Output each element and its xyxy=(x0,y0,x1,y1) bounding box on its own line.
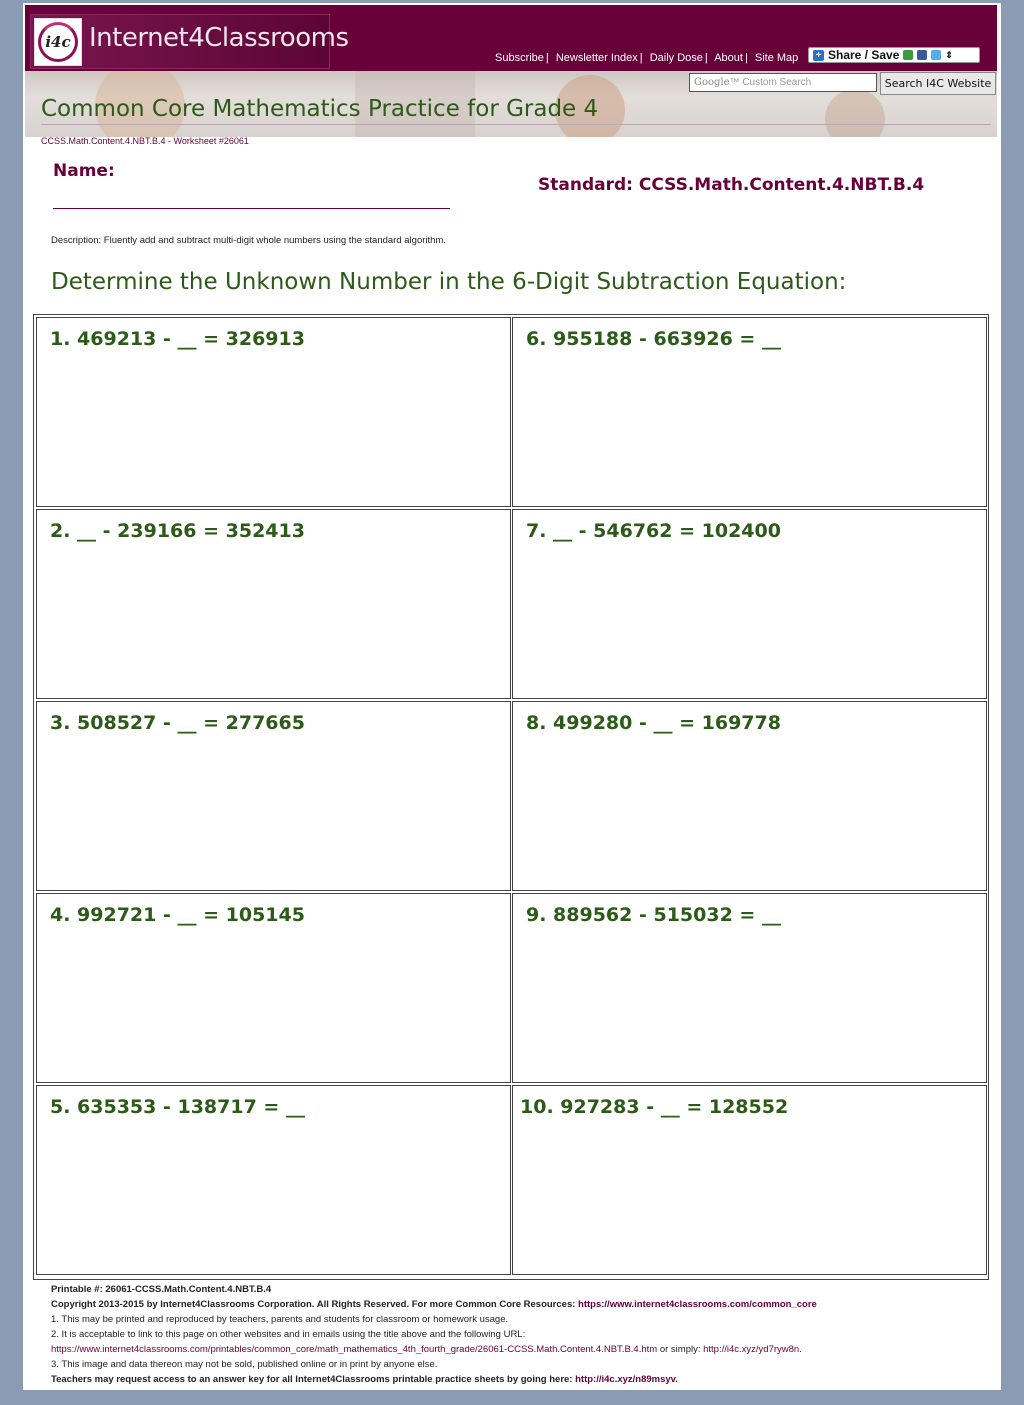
problem-cell xyxy=(36,1085,511,1275)
google-logo: Google xyxy=(694,77,730,88)
logo-text: Internet4Classrooms xyxy=(89,23,349,53)
name-label: Name: xyxy=(53,161,115,181)
facebook-icon xyxy=(917,50,927,60)
search-placeholder: Custom Search xyxy=(742,77,812,88)
logo-badge xyxy=(34,18,82,66)
problem-text: 4. 992721 - __ = 105145 xyxy=(50,904,305,926)
teachers-text: Teachers may request access to an answer key for all Internet4Classrooms printable practice sheets by going here: xyxy=(51,1374,573,1385)
problem-cell xyxy=(36,893,511,1083)
note-1: 1. This may be printed and reproduced by teachers, parents and students for classroom or homework usage. xyxy=(51,1314,509,1325)
problem-text: 6. 955188 - 663926 = __ xyxy=(526,328,781,350)
note-3: 3. This image and data thereon may not be sold, published online or in print by anyone else. xyxy=(51,1359,438,1370)
nav-newsletter-index[interactable]: Newsletter Index xyxy=(555,52,638,64)
nav-site-map[interactable]: Site Map xyxy=(754,52,799,64)
problem-text: 3. 508527 - __ = 277665 xyxy=(50,712,305,734)
problem-text: 9. 889562 - 515032 = __ xyxy=(526,904,781,926)
worksheet-heading: Determine the Unknown Number in the 6-Digit Subtraction Equation: xyxy=(51,269,847,295)
share-save-button[interactable] xyxy=(808,47,980,63)
worksheet-page xyxy=(23,3,1001,1390)
twitter-icon xyxy=(931,50,941,60)
answer-link-end: . xyxy=(675,1374,678,1385)
problem-text: 7. __ - 546762 = 102400 xyxy=(526,520,781,542)
title-divider xyxy=(41,124,991,125)
answer-key-link[interactable]: http://i4c.xyz/n89msyv xyxy=(575,1374,676,1385)
site-logo[interactable] xyxy=(30,14,349,69)
page-title: Common Core Mathematics Practice for Grade 4 xyxy=(41,96,599,122)
note-2: 2. It is acceptable to link to this page on other websites and in emails using the title above and the following URL: xyxy=(51,1329,526,1340)
share-email-icon xyxy=(903,50,913,60)
chevron-updown-icon: ⇕ xyxy=(945,49,953,60)
nav-about[interactable]: About xyxy=(714,52,743,64)
top-nav: Subscribe | Newsletter Index | Daily Dose | About | Site Map xyxy=(495,52,799,64)
problem-cell xyxy=(512,509,987,699)
standard-label: Standard: CCSS.Math.Content.4.NBT.B.4 xyxy=(538,175,925,195)
problem-cell xyxy=(512,1085,987,1275)
common-core-link[interactable]: https://www.internet4classrooms.com/common_core xyxy=(578,1299,817,1310)
url-end: . xyxy=(799,1344,802,1355)
problem-text: 10. 927283 - __ = 128552 xyxy=(520,1096,789,1118)
or-simply-text: or simply: xyxy=(657,1344,704,1355)
share-label: Share / Save xyxy=(828,48,900,62)
copyright-text: Copyright 2013-2015 by Internet4Classrooms Corporation. All Rights Reserved. For more Common Core Resources: xyxy=(51,1299,576,1310)
problem-cell xyxy=(36,317,511,507)
logo-icon: i4c xyxy=(38,22,78,62)
search-input[interactable]: Google™ Custom Search xyxy=(689,73,877,92)
problem-text: 2. __ - 239166 = 352413 xyxy=(50,520,305,542)
copyright-line xyxy=(51,1297,991,1312)
worksheet-reference: CCSS.Math.Content.4.NBT.B.4 - Worksheet #26061 xyxy=(41,136,249,146)
problem-cell xyxy=(512,893,987,1083)
share-plus-icon: + xyxy=(813,50,824,61)
url-line xyxy=(51,1342,991,1357)
problem-text: 1. 469213 - __ = 326913 xyxy=(50,328,305,350)
printable-number: Printable #: 26061-CCSS.Math.Content.4.NBT.B.4 xyxy=(51,1284,272,1295)
problem-cell xyxy=(36,701,511,891)
problem-cell xyxy=(512,701,987,891)
description: Description: Fluently add and subtract multi-digit whole numbers using the standard algorithm. xyxy=(51,235,446,246)
problem-text: 5. 635353 - 138717 = __ xyxy=(50,1096,305,1118)
site-header xyxy=(25,5,997,71)
short-url-link[interactable]: http://i4c.xyz/yd7ryw8n xyxy=(703,1344,800,1355)
nav-daily-dose[interactable]: Daily Dose xyxy=(649,52,703,64)
problem-cell xyxy=(512,317,987,507)
problem-text: 8. 499280 - __ = 169778 xyxy=(526,712,781,734)
problem-grid xyxy=(33,314,989,1280)
problem-cell xyxy=(36,509,511,699)
nav-subscribe[interactable]: Subscribe xyxy=(495,52,544,64)
teachers-line xyxy=(51,1372,991,1387)
name-line xyxy=(53,208,450,209)
footer xyxy=(51,1282,991,1387)
search-button[interactable]: Search I4C Website xyxy=(880,72,996,95)
worksheet-url-link[interactable]: https://www.internet4classrooms.com/printables/common_core/math_mathematics_4th_fourth_grade/26061-CCSS.Math.Content.4.NBT.B.4.htm xyxy=(51,1344,658,1355)
